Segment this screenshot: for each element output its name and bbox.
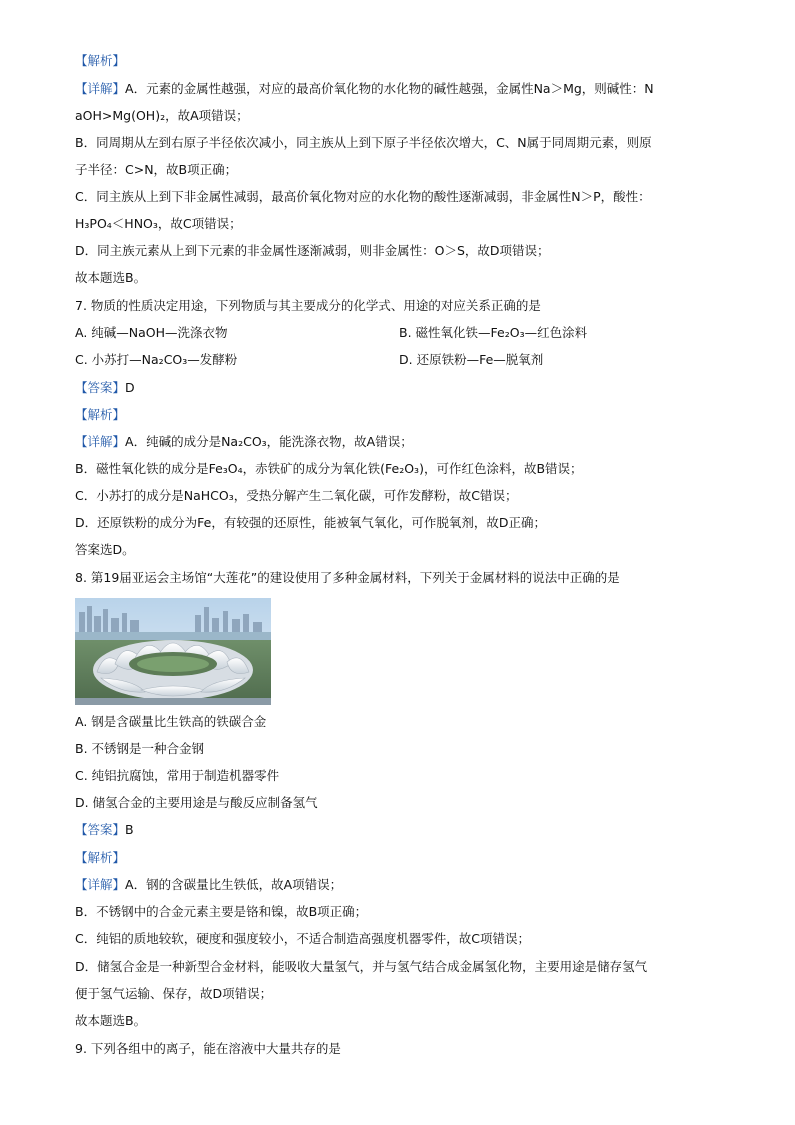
q7-line-4: D．还原铁粉的成分为Fe，有较强的还原性，能被氧气氧化，可作脱氧剂，故D正确； xyxy=(75,515,546,530)
q6-analysis-tag: 【解析】 xyxy=(75,53,126,68)
q8-detail-tag: 【详解】 xyxy=(75,877,126,892)
q8-detail-line-1 xyxy=(75,876,725,894)
q8-line-4: D．储氢合金是一种新型合金材料，能吸收大量氢气，并与氢气结合成金属氢化物，主要用途是储存氢气 xyxy=(75,959,648,974)
q8-line-5: 便于氢气运输、保存，故D项错误； xyxy=(75,986,273,1001)
q6-line-4: 子半径：C>N，故B项正确； xyxy=(75,162,238,177)
q8-option-d: D. 储氢合金的主要用途是与酸反应制备氢气 xyxy=(75,795,318,810)
q8-line-3: C．纯铝的质地较软，硬度和强度较小，不适合制造高强度机器零件，故C项错误； xyxy=(75,931,530,946)
q8-answer: B xyxy=(125,822,134,837)
q6-line-5: C．同主族从上到下非金属性减弱，最高价氧化物对应的水化物的酸性逐渐减弱，非金属性N＞P，酸性： xyxy=(75,189,651,204)
q6-line-3: B．同周期从左到右原子半径依次减小，同主族从上到下原子半径依次增大，C、N属于同周期元素，则原 xyxy=(75,135,652,150)
q8-option-c: C. 纯铝抗腐蚀，常用于制造机器零件 xyxy=(75,768,280,783)
q7-line-2: B．磁性氧化铁的成分是Fe₃O₄，赤铁矿的成分为氧化铁(Fe₂O₃)，可作红色涂料，故B错误； xyxy=(75,461,583,476)
q7-option-c: C. 小苏打—Na₂CO₃—发酵粉 xyxy=(75,352,238,367)
q6-line-6: H₃PO₄＜HNO₃，故C项错误； xyxy=(75,216,242,231)
q7-option-b: B. 磁性氧化铁—Fe₂O₃—红色涂料 xyxy=(399,325,588,340)
q8-line-2: B．不锈钢中的合金元素主要是铬和镍，故B项正确； xyxy=(75,904,368,919)
q7-answer: D xyxy=(125,380,135,395)
q8-option-b: B. 不锈钢是一种合金钢 xyxy=(75,741,205,756)
stadium-photo xyxy=(75,598,271,705)
q7-option-a: A. 纯碱—NaOH—洗涤衣物 xyxy=(75,325,228,340)
q7-detail-line-1 xyxy=(75,433,725,451)
q8-analysis-tag: 【解析】 xyxy=(75,850,126,865)
q7-stem: 7. 物质的性质决定用途，下列物质与其主要成分的化学式、用途的对应关系正确的是 xyxy=(75,298,541,313)
q8-answer-tag: 【答案】 xyxy=(75,822,126,837)
q6-detail-tag: 【详解】 xyxy=(75,81,126,96)
q6-line-7: D．同主族元素从上到下元素的非金属性逐渐减弱，则非金属性：O＞S，故D项错误； xyxy=(75,243,550,258)
q7-line-1: A．纯碱的成分是Na₂CO₃，能洗涤衣物，故A错误； xyxy=(125,434,413,449)
q7-conclusion: 答案选D。 xyxy=(75,542,135,557)
q7-answer-tag: 【答案】 xyxy=(75,380,126,395)
q6-detail-line-1 xyxy=(75,80,725,98)
stadium-illustration xyxy=(75,598,271,705)
q7-detail-tag: 【详解】 xyxy=(75,434,126,449)
q8-option-a: A. 钢是含碳量比生铁高的铁碳合金 xyxy=(75,714,267,729)
q8-line-1: A．钢的含碳量比生铁低，故A项错误； xyxy=(125,877,343,892)
q6-line-1: A．元素的金属性越强，对应的最高价氧化物的水化物的碱性越强，金属性Na＞Mg，则碱性：N xyxy=(125,81,654,96)
q7-line-3: C．小苏打的成分是NaHCO₃，受热分解产生二氧化碳，可作发酵粉，故C错误； xyxy=(75,488,518,503)
q8-conclusion: 故本题选B。 xyxy=(75,1013,147,1028)
q6-conclusion: 故本题选B。 xyxy=(75,270,147,285)
q8-answer-line xyxy=(75,821,725,839)
q7-option-d: D. 还原铁粉—Fe—脱氧剂 xyxy=(399,352,544,367)
q6-line-2: aOH>Mg(OH)₂，故A项错误； xyxy=(75,108,249,123)
q7-analysis-tag: 【解析】 xyxy=(75,407,126,422)
q8-stem: 8. 第19届亚运会主场馆“大莲花”的建设使用了多种金属材料，下列关于金属材料的说法中正确的是 xyxy=(75,570,620,585)
q7-answer-line xyxy=(75,379,725,397)
q9-stem: 9. 下列各组中的离子，能在溶液中大量共存的是 xyxy=(75,1041,341,1056)
